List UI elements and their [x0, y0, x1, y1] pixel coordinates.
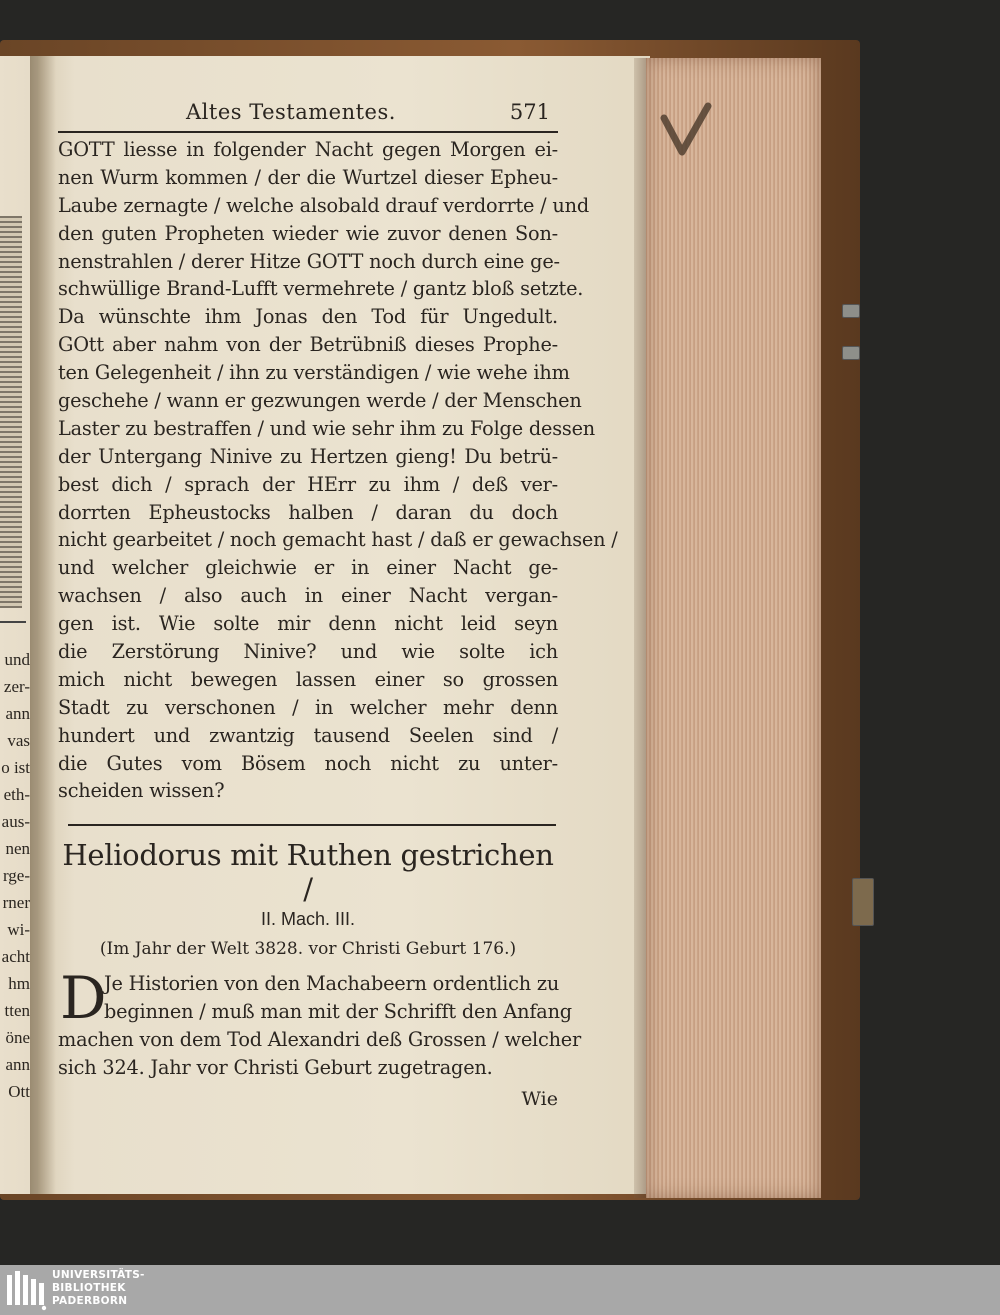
- section-divider: [68, 824, 556, 826]
- left-fragment-line: zer-: [3, 677, 30, 696]
- left-fragment-line: ann: [5, 704, 30, 723]
- left-fragment-line: rge-: [2, 866, 30, 885]
- paragraph-1-line: schwüllige Brand-Lufft vermehrete / gantz bloß setzte.: [58, 277, 584, 301]
- paragraph-2-line: die Gutes vom Bösem noch nicht zu unter-: [58, 751, 558, 775]
- paragraph-2-line: geschehe / wann er gezwungen werde / der Menschen: [58, 389, 582, 413]
- library-footer: [0, 1265, 1000, 1315]
- library-logo-icon: [4, 1269, 48, 1311]
- left-fragment-line: vas: [7, 731, 30, 750]
- paragraph-2-line: Stadt zu verschonen / in welcher mehr denn: [58, 695, 558, 719]
- left-fragment-line: eth-: [3, 785, 30, 804]
- page-number: 571: [509, 100, 550, 124]
- paragraph-2-line: scheiden wissen?: [58, 779, 225, 803]
- paragraph-2-line: hundert und zwantzig tausend Seelen sind /: [58, 723, 558, 747]
- paragraph-1-line: GOTT liesse in folgender Nacht gegen Morgen ei-: [58, 138, 558, 161]
- paragraph-2-line: dorrten Epheustocks halben / daran du doch: [58, 500, 558, 524]
- header-rule: [58, 131, 558, 133]
- paragraph-2-line: und welcher gleichwie er in einer Nacht ge-: [58, 556, 558, 580]
- paragraph-2-line: gen ist. Wie solte mir denn nicht leid seyn: [58, 612, 558, 636]
- paragraph-2-line: Da wünschte ihm Jonas den Tod für Ungedult.: [58, 305, 558, 329]
- left-fragment-line: nen: [5, 839, 30, 858]
- paragraph-2-line: ten Gelegenheit / ihn zu verständigen / wie wehe ihm: [58, 361, 570, 385]
- left-fragment-line: öne: [5, 1028, 30, 1047]
- left-fragment-line: und: [4, 650, 30, 669]
- paragraph-1-line: Laube zernagte / welche alsobald drauf verdorrte / und: [58, 193, 589, 217]
- paragraph-2-line: die Zerstörung Ninive? und wie solte ich: [58, 640, 558, 664]
- left-page-illustration: [0, 216, 22, 608]
- left-fragment-line: rner: [2, 893, 30, 912]
- clasp-bottom: [852, 878, 874, 926]
- gutter-shadow: [30, 56, 56, 1194]
- clasp-top-2: [842, 346, 860, 360]
- paragraph-1-line: nen Wurm kommen / der die Wurtzel dieser Epheu-: [58, 165, 558, 189]
- checkmark-mark: [660, 100, 712, 160]
- section-paragraph-line: machen von dem Tod Alexandri deß Grossen / welcher: [58, 1028, 582, 1052]
- section-reference: II. Mach. III.: [260, 909, 356, 930]
- clasp-top: [842, 304, 860, 318]
- section-paragraph-line: Je Historien von den Machabeern ordentlich zu: [104, 972, 560, 996]
- paragraph-2-line: best dich / sprach der HErr zu ihm / deß ver-: [58, 472, 558, 496]
- left-fragment-line: ann: [5, 1055, 30, 1074]
- paragraph-2-line: mich nicht bewegen lassen einer so grossen: [58, 667, 558, 691]
- page-block-edges: [646, 58, 821, 1198]
- library-name-line-3: PADERBORN: [52, 1295, 128, 1307]
- paragraph-2-line: der Untergang Ninive zu Hertzen gieng! Du betrü-: [58, 444, 558, 468]
- drop-cap: D: [60, 964, 107, 1033]
- running-head: Altes Testamentes.: [186, 100, 396, 124]
- paragraph-2-line: wachsen / also auch in einer Nacht vergan-: [58, 584, 558, 608]
- paragraph-2-line: GOtt aber nahm von der Betrübniß dieses Prophe-: [58, 333, 558, 357]
- catchword: Wie: [521, 1087, 558, 1110]
- page-text-block: [58, 100, 618, 1114]
- left-fragment-line: wi-: [7, 920, 30, 939]
- left-fragment-line: Ott: [8, 1082, 30, 1101]
- section-paragraph-line: sich 324. Jahr vor Christi Geburt zugetragen.: [58, 1056, 493, 1080]
- paragraph-1: [58, 136, 589, 303]
- library-name-line-2: BIBLIOTHEK: [52, 1282, 126, 1294]
- paragraph-2-line: Laster zu bestraffen / und wie sehr ihm zu Folge dessen: [58, 416, 596, 440]
- library-name: [52, 1269, 145, 1308]
- left-page-rule: [0, 621, 26, 623]
- section-paragraph-line: beginnen / muß man mit der Schrifft den Anfang: [104, 1000, 572, 1024]
- left-page-text-fragments: [0, 646, 30, 1105]
- section-heading: Heliodorus mit Ruthen gestrichen /: [62, 838, 554, 907]
- paragraph-2-line: nicht gearbeitet / noch gemacht hast / daß er gewachsen /: [58, 528, 618, 552]
- section-dateline: (Im Jahr der Welt 3828. vor Christi Geburt 176.): [99, 939, 517, 960]
- library-name-line-1: UNIVERSITÄTS-: [52, 1269, 145, 1281]
- left-fragment-line: acht: [1, 947, 30, 966]
- left-fragment-line: aus-: [1, 812, 30, 831]
- left-fragment-line: hm: [8, 974, 30, 993]
- paragraph-1-line: den guten Propheten wieder wie zuvor denen Son-: [58, 221, 558, 245]
- paragraph-2: [58, 303, 618, 805]
- page-header: [58, 100, 558, 128]
- paragraph-1-line: nenstrahlen / derer Hitze GOTT noch durch eine ge-: [58, 249, 560, 273]
- left-fragment-line: o ist: [1, 758, 30, 777]
- left-fragment-line: tten: [4, 1001, 30, 1020]
- section-paragraph: [58, 964, 582, 1082]
